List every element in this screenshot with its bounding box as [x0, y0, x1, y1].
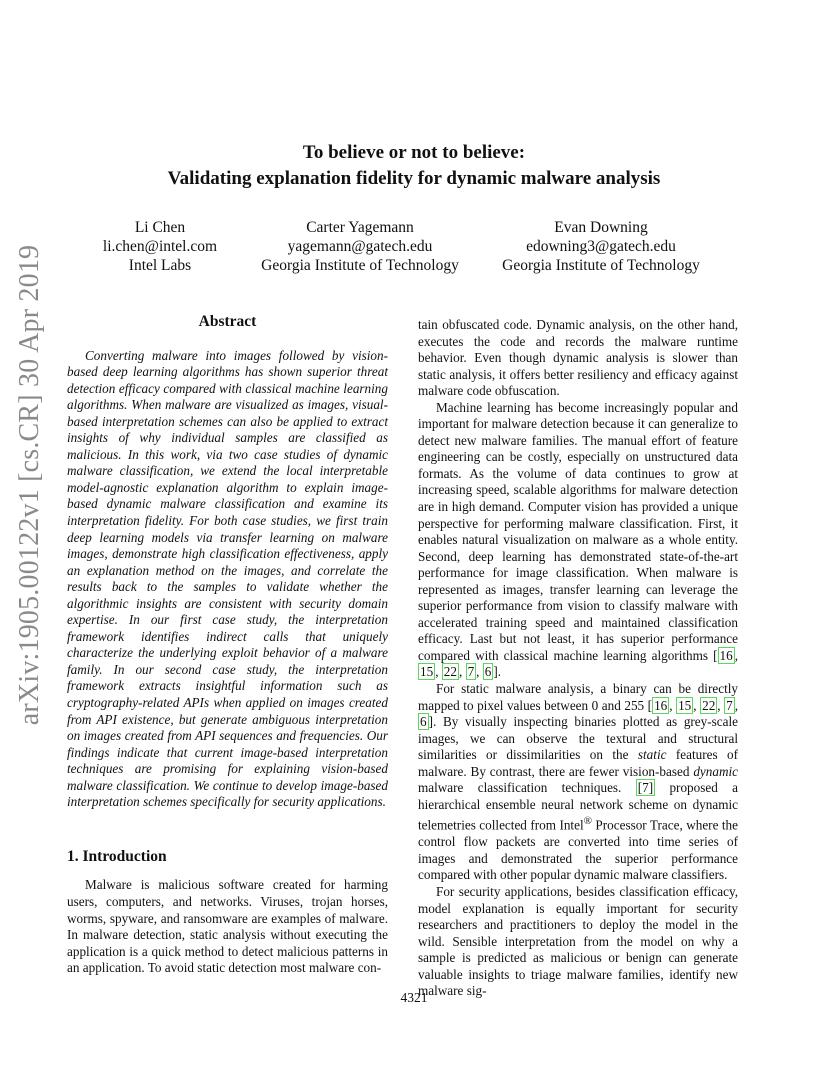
author-email[interactable]: li.chen@intel.com — [102, 238, 218, 255]
abstract-heading: Abstract — [198, 313, 257, 330]
paragraph-text: malware classification techniques. — [418, 780, 636, 796]
author-affiliation: Intel Labs — [128, 257, 192, 274]
citation-link[interactable]: 22 — [443, 664, 457, 680]
citation-link[interactable]: 16 — [719, 647, 733, 663]
paragraph-dynamic-analysis: tain obfuscated code. Dynamic analysis, on the other hand, executes the code and records the malware runtime behavior. Even though dynamic analysis is slower than static analysis, it offers better resiliency and efficacy against malware code obfuscation. — [418, 317, 738, 399]
author-name: Li Chen — [134, 219, 186, 236]
author-email[interactable]: yagemann@gatech.edu — [287, 238, 433, 255]
author-affiliation: Georgia Institute of Technology — [261, 257, 459, 274]
paragraph-text: ]. — [493, 664, 502, 680]
author-name: Evan Downing — [554, 219, 648, 236]
paper-title — [0, 140, 828, 192]
paragraph-static-analysis: For static malware analysis, a binary can be directly mapped to pixel values between 0 and 255 [ 16 , 15 , 22 , 7 , 6 ]. By visually inspecting binaries plotted as grey-scale images, we can observe the textural and structural similarities or dissimilarities on the static features of malware. By contrast, there are fewer vision-based dynamic malware classification techniques. [7] proposed a hierarchical ensemble neural network scheme on dynamic telemetries collected from Intel® Processor Trace, where the control flow packets are converted into time series of images and demonstrated the superior performance compared with other popular dynamic malware classifiers. — [418, 681, 739, 883]
right-column — [418, 317, 738, 1000]
emphasis-static: static — [637, 747, 667, 763]
abstract-text: Converting malware into images followed by vision-based deep learning algorithms has shown superior threat detection efficacy compared with classical machine learning algorithms. When malware are visualized as images, visual-based interpretation schemes can also be applied to extract insights of why individual samples are classified as malicious. In this work, via two case studies of dynamic malware classification, we extend the local interpretable model-agnostic explanation algorithm to explain image-based dynamic malware classification and examine its interpretation fidelity. For both case studies, we first train deep learning models via transfer learning on malware images, demonstrate high classification effectiveness, apply an explanation method on the images, and correlate the results back to the samples to validate whether the algorithmic insights are consistent with security domain expertise. In our first case study, the interpretation framework identifies indirect calls that uniquely characterize the underlying exploit behavior of a malware family. In our second case study, the interpretation framework extracts insightful information such as cryptography-related APIs when applied on images created from API existence, but generate ambiguous interpretation on images created from API sequences and frequencies. Our findings indicate that current image-based interpretation techniques are promising for explaining vision-based malware classification. We continue to develop image-based interpretation schemes specifically for security applications. — [67, 347, 388, 810]
citation-link[interactable]: 6 — [420, 714, 427, 730]
arxiv-stamp — [10, 244, 50, 726]
paragraph-security-applications: For security applications, besides classification efficacy, model explanation is equally important for security researchers and practitioners to deploy the model in the wild. Sensible interpretation from the model on why a sample is predicted as malicious or benign can generate valuable insights to triage malware families, identify new malware sig- — [418, 883, 738, 999]
citation-link[interactable]: 7 — [467, 664, 475, 680]
author-block-1 — [60, 218, 260, 275]
citation-link[interactable]: 15 — [678, 697, 692, 713]
citation-link[interactable]: 6 — [484, 664, 492, 680]
citation-link[interactable]: 15 — [420, 664, 434, 680]
citation-link[interactable]: 22 — [702, 697, 716, 713]
author-name: Carter Yagemann — [306, 219, 414, 236]
section-heading-introduction: 1. Introduction — [67, 847, 167, 865]
paragraph-machine-learning: Machine learning has become increasingly popular and important for malware detection because it can generalize to detect new malware families. The manual effort of feature engineering can be costly, especially on unstructured data formats. As the volume of data continues to grow at increasing speed, scalable algorithms for malware detection are in high demand. Computer vision has provided a unique perspective for performing malware classification. First, it enables natural visualization on malware as a whole entity. Second, deep learning has demonstrated state-of-the-art performance for image classification. When malware is represented as images, transfer learning can leverage the superior performance from vision to classify malware with accelerated training speed and maintained classification efficacy. Last but not least, it has superior performance compared with classical machine learning algorithms [ 16 , 15 , 22 , 7 , 6 ]. — [418, 399, 738, 680]
paragraph-text: ]. By visually inspecting binaries plotted as grey-scale images, we can observe the textural and structural similarities or dissimilarities on the — [418, 714, 738, 763]
author-affiliation: Georgia Institute of Technology — [502, 257, 700, 274]
paragraph-text: Processor Trace, where the control flow packets are converted into time series of images and demonstrated the superior performance compared with other popular dynamic malware classifiers. — [418, 817, 738, 883]
citation-link[interactable]: 16 — [654, 697, 668, 713]
arxiv-stamp-text: arXiv:1905.00122v1 [cs.CR] 30 Apr 2019 — [14, 244, 45, 726]
paragraph-text: Machine learning has become increasingly popular and important for malware detection because it can generalize to detect new malware families. The manual effort of feature engineering can be costly, especially on unstructured data formats. As the volume of data continues to grow at increasing speed, scalable algorithms for malware detection are in high demand. Computer vision has provided a unique perspective for performing malware classification. First, it enables natural visualization on malware as a whole entity. Second, deep learning has demonstrated state-of-the-art performance for image classification. When malware is represented as images, transfer learning can leverage the superior performance from vision to classify malware with accelerated training speed and maintained classification efficacy. Last but not least, it has superior performance compared with classical machine learning algorithms [ — [418, 399, 738, 663]
title-line-2: Validating explanation fidelity for dynamic malware analysis — [167, 168, 661, 189]
paragraph-text: For static malware analysis, a binary can be directly mapped to pixel values between 0 and 255 [ — [418, 681, 738, 713]
author-email[interactable]: edowning3@gatech.edu — [526, 238, 676, 255]
paragraph-text: features of malware. By contrast, there are fewer vision-based — [418, 747, 738, 779]
registered-mark: ® — [583, 815, 592, 828]
paragraph-text: proposed a hierarchical ensemble neural network scheme on dynamic telemetries collected from Intel — [418, 780, 739, 833]
citation-link[interactable]: [7] — [637, 780, 654, 796]
title-line-1: To believe or not to believe: — [302, 142, 526, 163]
author-block-2 — [240, 218, 480, 275]
left-column — [67, 314, 388, 977]
page-number: 4321 — [400, 990, 428, 1005]
emphasis-dynamic: dynamic — [693, 763, 738, 779]
intro-paragraph-1: Malware is malicious software created for harming users, computers, and networks. Viruses, trojan horses, worms, spyware, and ransomware are examples of malware. In malware detection, static analysis without executing the application is a quick method to detect malicious patterns in an application. To avoid static detection most malware con- — [67, 877, 388, 976]
citation-link[interactable]: 7 — [726, 697, 733, 713]
author-block-3 — [481, 218, 721, 275]
